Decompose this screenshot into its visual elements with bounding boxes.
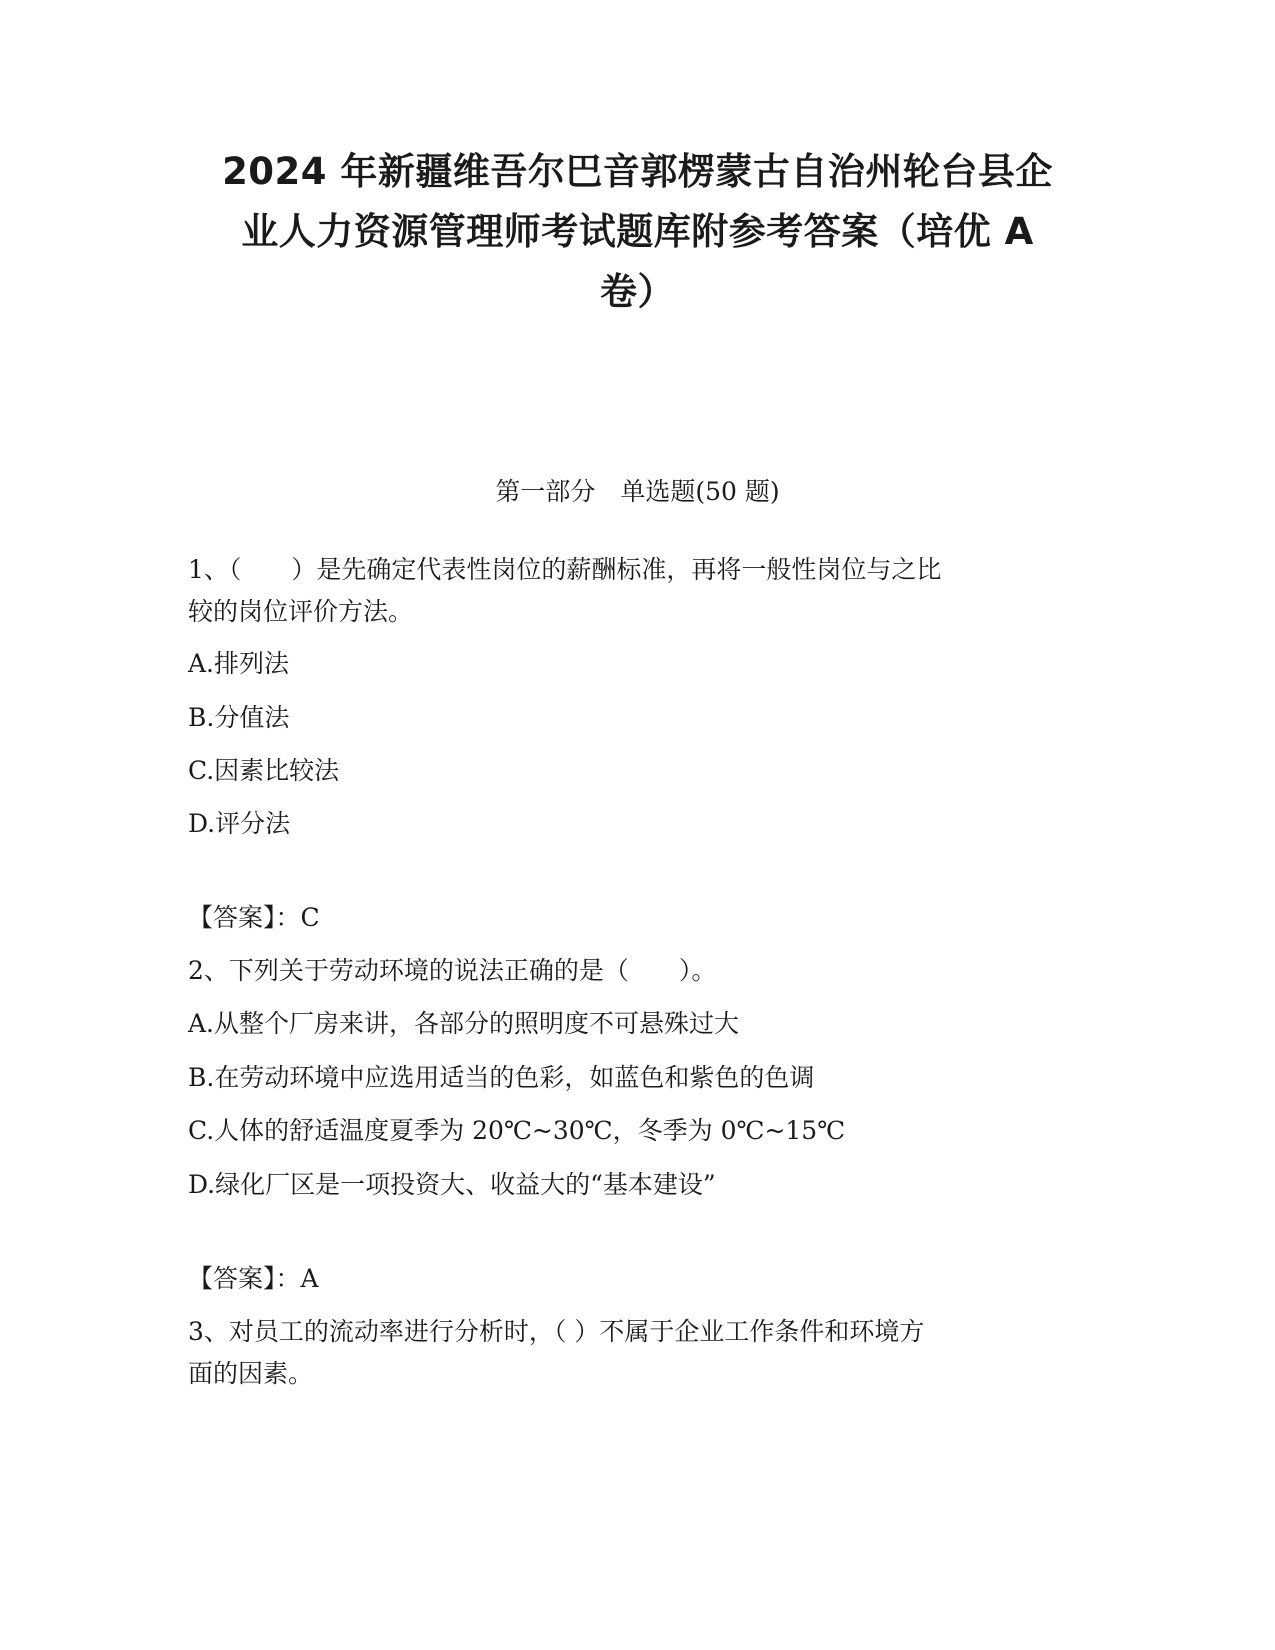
option-b: B.分值法 <box>188 703 290 732</box>
option-a: A.从整个厂房来讲，各部分的照明度不可悬殊过大 <box>188 1009 740 1038</box>
title-line: 2024 年新疆维吾尔巴音郭楞蒙古自治州轮台县企 <box>222 150 1053 193</box>
document-title <box>180 142 1095 322</box>
title-line: 业人力资源管理师考试题库附参考答案（培优 A <box>241 210 1034 253</box>
option-c: C.人体的舒适温度夏季为 20℃~30℃，冬季为 0℃~15℃ <box>188 1116 846 1145</box>
question-stem: 1、（ ）是先确定代表性岗位的薪酬标准，再将一般性岗位与之比 <box>188 555 942 584</box>
question-stem: 2、下列关于劳动环境的说法正确的是（ ）。 <box>188 956 717 985</box>
answer: 【答案】：A <box>188 1264 319 1293</box>
option-d: D.绿化厂区是一项投资大、收益大的“基本建设” <box>188 1170 716 1199</box>
question-stem: 3、对员工的流动率进行分析时，（ ）不属于企业工作条件和环境方 <box>188 1317 925 1346</box>
title-line: 卷） <box>600 270 675 313</box>
option-c: C.因素比较法 <box>188 756 340 785</box>
question-stem: 较的岗位评价方法。 <box>188 597 414 626</box>
section-heading: 第一部分 单选题(50 题) <box>495 477 780 506</box>
answer: 【答案】：C <box>188 903 320 932</box>
option-b: B.在劳动环境中应选用适当的色彩，如蓝色和紫色的色调 <box>188 1063 815 1092</box>
option-a: A.排列法 <box>188 649 290 678</box>
question-stem: 面的因素。 <box>188 1359 314 1388</box>
option-d: D.评分法 <box>188 809 291 838</box>
